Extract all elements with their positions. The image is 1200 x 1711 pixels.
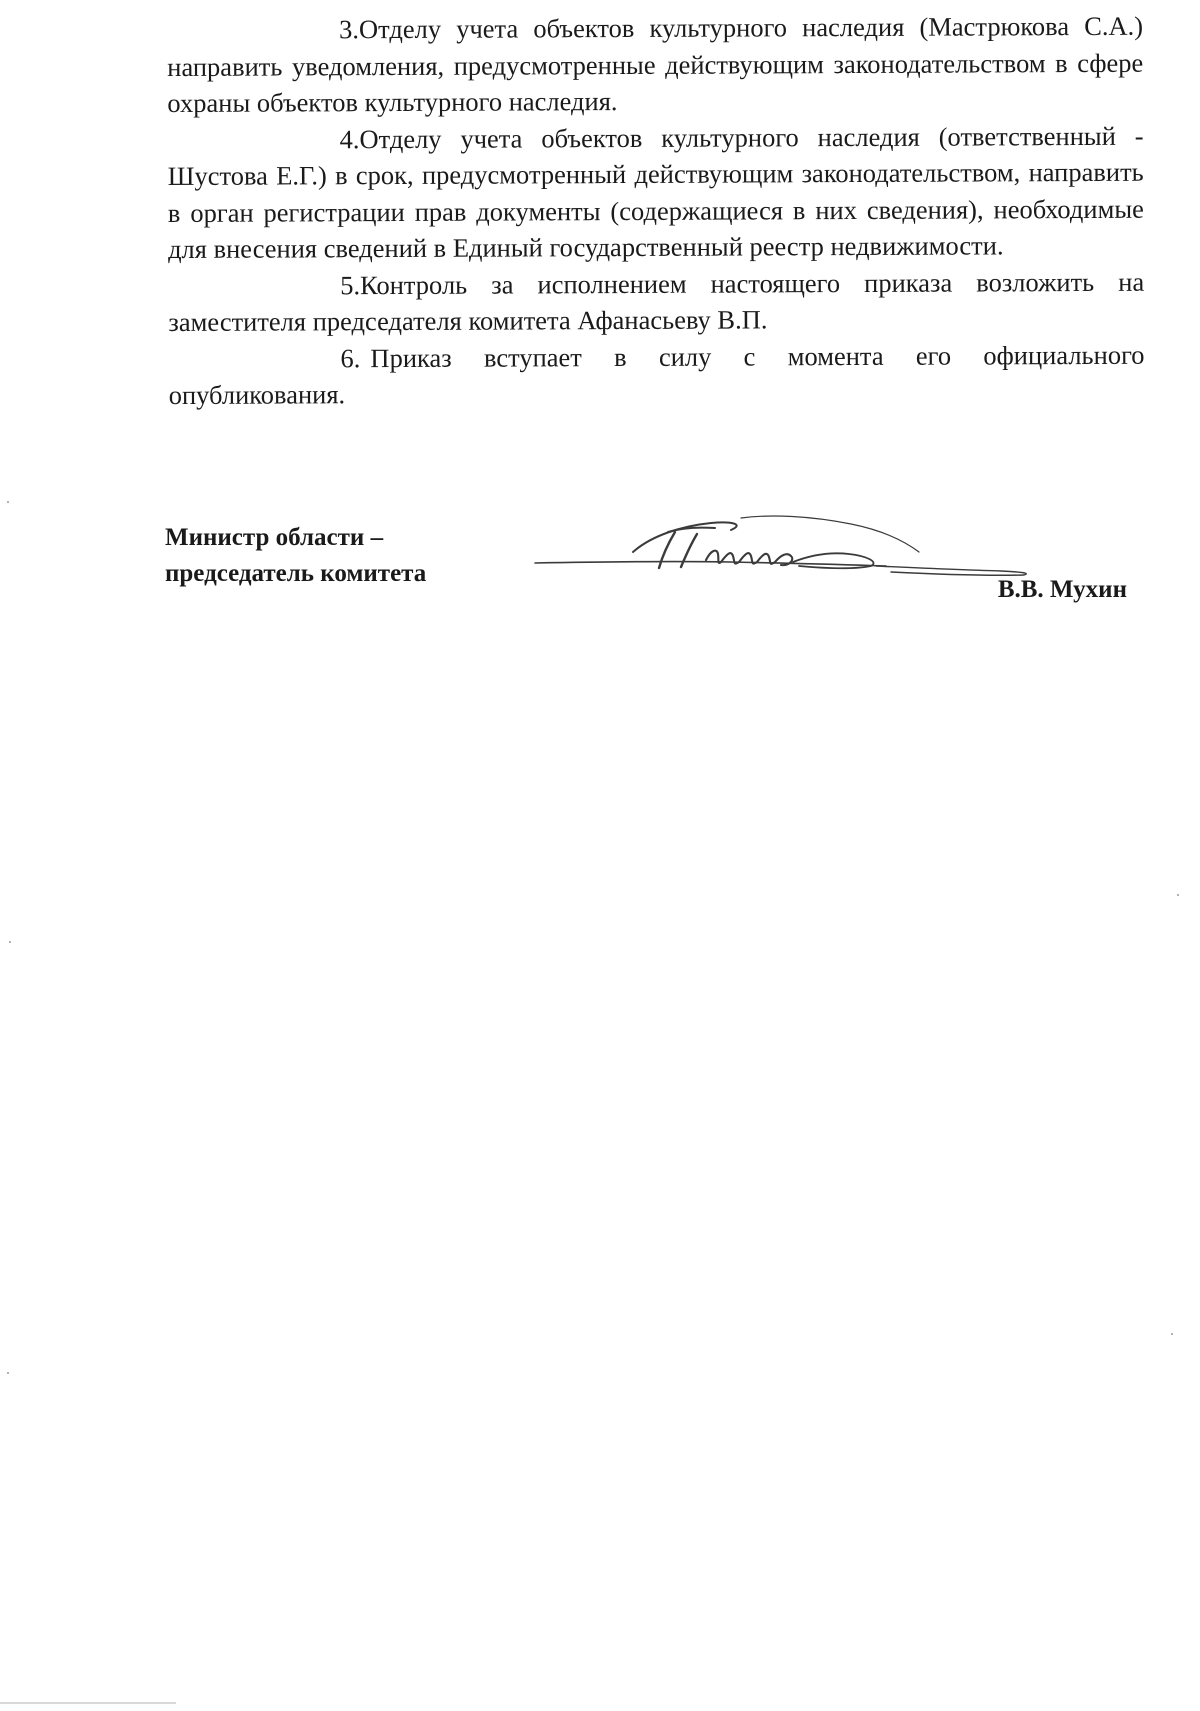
paragraph-number: 3. (339, 14, 360, 45)
paragraph-text: Приказ вступает в силу с момента его официального опубликования. (168, 339, 1145, 410)
document-body (167, 8, 1145, 414)
signatory-name: В.В. Мухин (997, 576, 1127, 603)
paragraph-3 (167, 8, 1143, 122)
paragraph-6 (168, 336, 1144, 413)
paragraph-text: Отделу учета объектов культурного наследия (ответственный - Шустова Е.Г.) в срок, предусмотренный действующим законодательством, направить в орган регистрации прав документы (содержащиеся в них сведения), необходимые для внесения сведений в Единый государственный реестр недвижимости. (167, 120, 1144, 264)
paragraph-number: 4. (339, 123, 360, 154)
signatory-position (165, 520, 426, 592)
paragraph-5 (168, 263, 1144, 340)
paragraph-text: Отделу учета объектов культурного наследия (Мастрюкова С.А.) направить уведомления, предусмотренные действующим законодательством в сфере охраны объектов культурного наследия. (167, 10, 1144, 118)
signature-block (165, 520, 1145, 610)
paragraph-number: 6. (340, 342, 361, 373)
handwritten-signature (531, 510, 1071, 590)
paragraph-number: 5. (340, 269, 361, 300)
paragraph-4 (167, 117, 1144, 267)
paragraph-text: Контроль за исполнением настоящего приказа возложить на заместителя председателя комитета Афанасьеву В.П. (168, 266, 1145, 337)
page-edge-rule (0, 1702, 176, 1704)
position-line-2: председатель комитета (165, 560, 427, 587)
position-line-1: Министр области – (165, 524, 384, 551)
